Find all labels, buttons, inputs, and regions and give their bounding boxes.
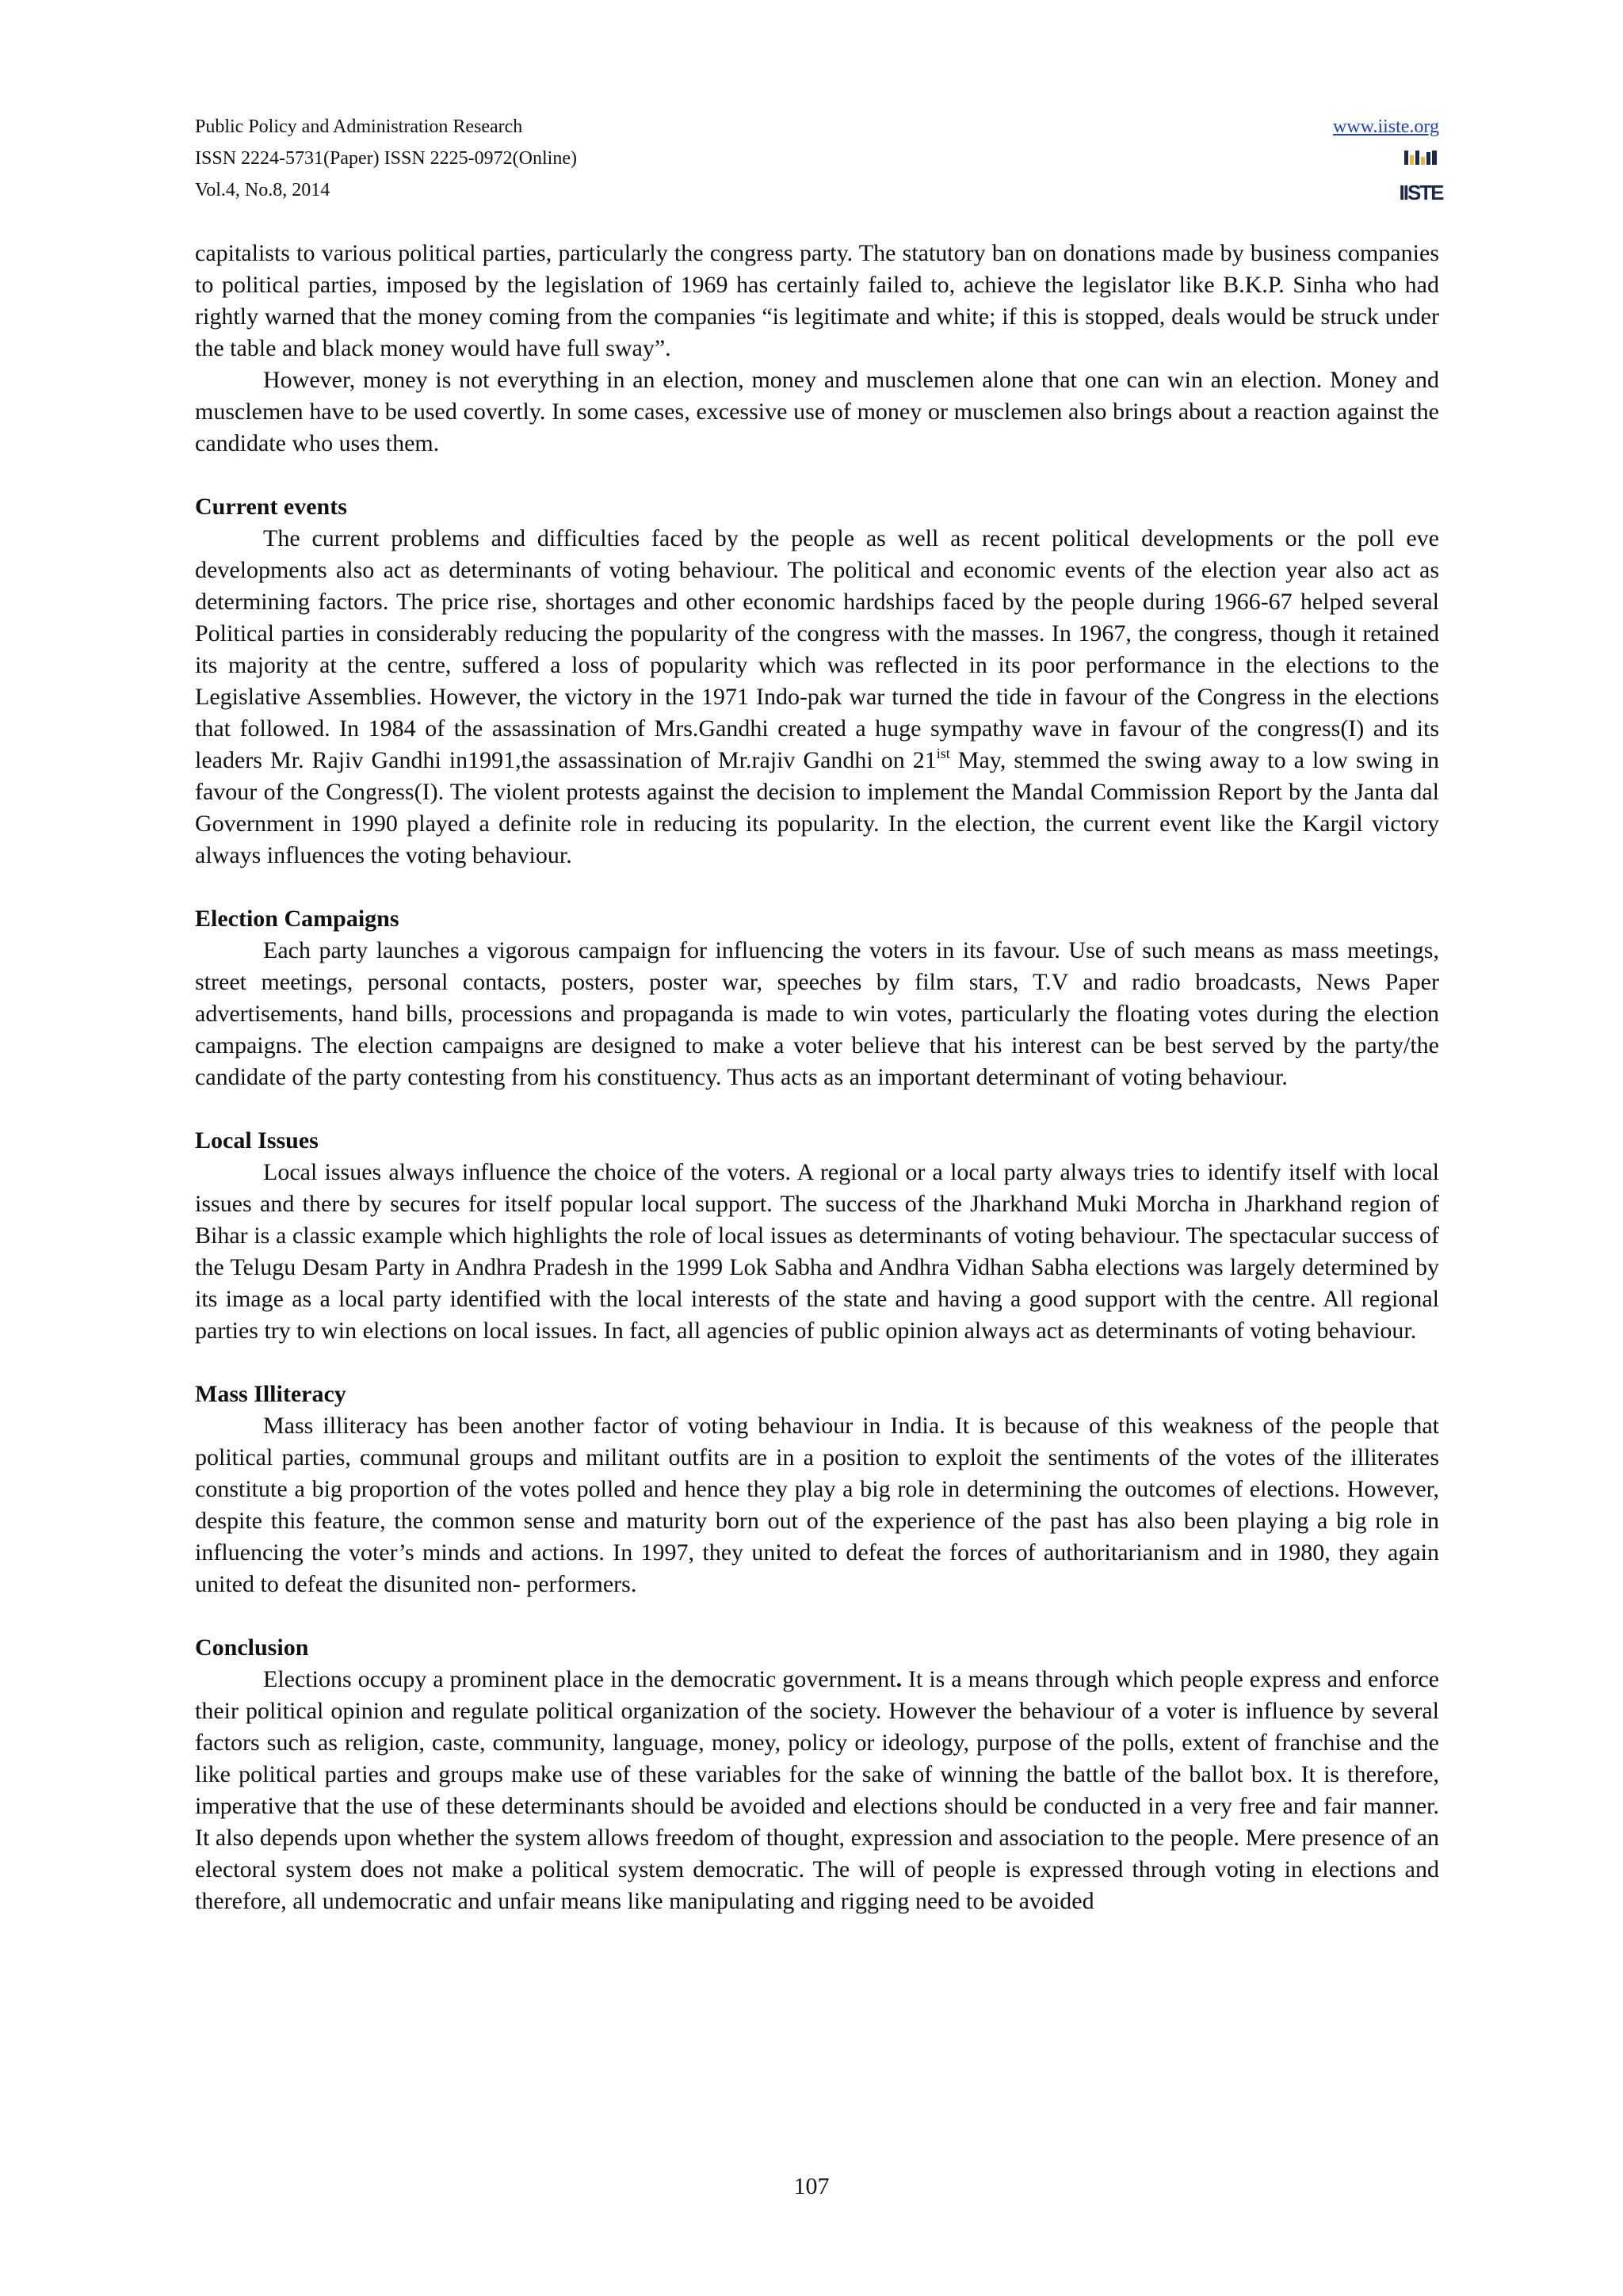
section-heading-election-campaigns: Election Campaigns [195, 906, 399, 932]
issn-line: ISSN 2224-5731(Paper) ISSN 2225-0972(Online) [195, 148, 577, 169]
page-number: 107 [793, 2173, 830, 2199]
intro-paragraph: capitalists to various political parties, particularly the congress party. The statutory ban on donations made by business companies to political parties, imposed by the legislation of 1969 has certainly failed to, achieve the legislator like B.K.P. Sinha who had rightly warned that the money coming from the companies “is legitimate and white; if this is stopped, deals would be struck under the table and black money would have full sway”. [195, 240, 1439, 361]
svg-text:IISTE: IISTE [1399, 181, 1443, 204]
section-heading-mass-illiteracy: Mass Illiteracy [195, 1381, 346, 1407]
local-issues-paragraph: Local issues always influence the choice of the voters. A regional or a local party always tries to identify itself with local issues and there by secures for itself popular local support. The success of the Jharkhand Muki Morcha in Jharkhand region of Bihar is a classic example which highlights the role of local issues as determinants of voting behaviour. The spectacular success of the Telugu Desam Party in Andhra Pradesh in the 1999 Lok Sabha and Andhra Vidhan Sabha elections was largely determined by its image as a local party identified with the local interests of the state and having a good support with the centre. All regional parties try to win elections on local issues. In fact, all agencies of public opinion always act as determinants of voting behaviour. [195, 1159, 1439, 1344]
website-link[interactable]: www.iiste.org [1333, 116, 1439, 137]
page-header [195, 111, 1443, 214]
body-text [195, 238, 1439, 1917]
section-heading-current-events: Current events [195, 494, 347, 520]
current-events-paragraph: The current problems and difficulties faced by the people as well as recent political developments or the poll eve developments also act as determinants of voting behaviour. The political and economic events of the election year also act as determining factors. The price rise, shortages and other economic hardships faced by the people during 1966-67 helped several Political parties in considerably reducing the popularity of the congress with the masses. In 1967, the congress, though it retained its majority at the centre, suffered a loss of popularity which was reflected in its poor performance in the elections to the Legislative Assemblies. However, the victory in the 1971 Indo-pak war turned the tide in favour of the Congress in the elections that followed. In 1984 of the assassination of Mrs.Gandhi created a huge sympathy wave in favour of the congress(I) and its leaders Mr. Rajiv Gandhi in1991,the assassination of Mr.rajiv Gandhi on $21^{ist}$ May, stemmed the swing away to a low swing in favour of the Congress(I). The violent protests against the decision to implement the Mandal Commission Report by the Janta dal Government in 1990 played a definite role in reducing its popularity. In the election, the current event like the Kargil victory always influences the voting behaviour. [195, 525, 1439, 868]
section-heading-conclusion: Conclusion [195, 1634, 309, 1661]
conclusion-paragraph: Elections occupy a prominent place in the democratic government. It is a means through which people express and enforce their political opinion and regulate political organization of the society. However the behaviour of a voter is influence by several factors such as religion, caste, community, language, money, policy or ideology, purpose of the polls, extent of franchise and the like political parties and groups make use of these variables for the sake of winning the battle of the ballot box. It is therefore, imperative that the use of these determinants should be avoided and elections should be conducted in a very free and fair manner. It also depends upon whether the system allows freedom of thought, expression and association to the people. Mere presence of an electoral system does not make a political system democratic. The will of people is expressed through voting in elections and therefore, all undemocratic and unfair means like manipulating and rigging need to be avoided [195, 1666, 1439, 1914]
election-campaigns-paragraph: Each party launches a vigorous campaign for influencing the voters in its favour. Use of such means as mass meetings, street meetings, personal contacts, posters, poster war, speeches by film stars, T.V and radio broadcasts, News Paper advertisements, hand bills, processions and propaganda is made to win votes, particularly the floating votes during the election campaigns. The election campaigns are designed to make a voter believe that his interest can be best served by the party/the candidate of the party contesting from his constituency. Thus acts as an important determinant of voting behaviour. [195, 937, 1439, 1090]
journal-name: Public Policy and Administration Research [195, 116, 523, 137]
ordinal-superscript: ist [936, 746, 950, 761]
volume-line: Vol.4, No.8, 2014 [195, 180, 330, 200]
mass-illiteracy-paragraph: Mass illiteracy has been another factor of voting behaviour in India. It is because of this weakness of the people that political parties, communal groups and militant outfits are in a position to exploit the sentiments of the votes of the illiterates constitute a big proportion of the votes polled and hence they play a big role in determining the outcomes of elections. However, despite this feature, the common sense and maturity born out of the experience of the past has also been playing a big role in influencing the voter’s minds and actions. In 1997, they united to defeat the forces of authoritarianism and in 1980, they again united to defeat the disunited non- performers. [195, 1413, 1439, 1597]
section-heading-local-issues: Local Issues [195, 1127, 319, 1154]
intro-paragraph-2: However, money is not everything in an election, money and musclemen alone that one can win an election. Money and musclemen have to be used covertly. In some cases, excessive use of money or musclemen also brings about a reaction against the candidate who uses them. [195, 367, 1439, 456]
iiste-logo [1399, 149, 1443, 206]
